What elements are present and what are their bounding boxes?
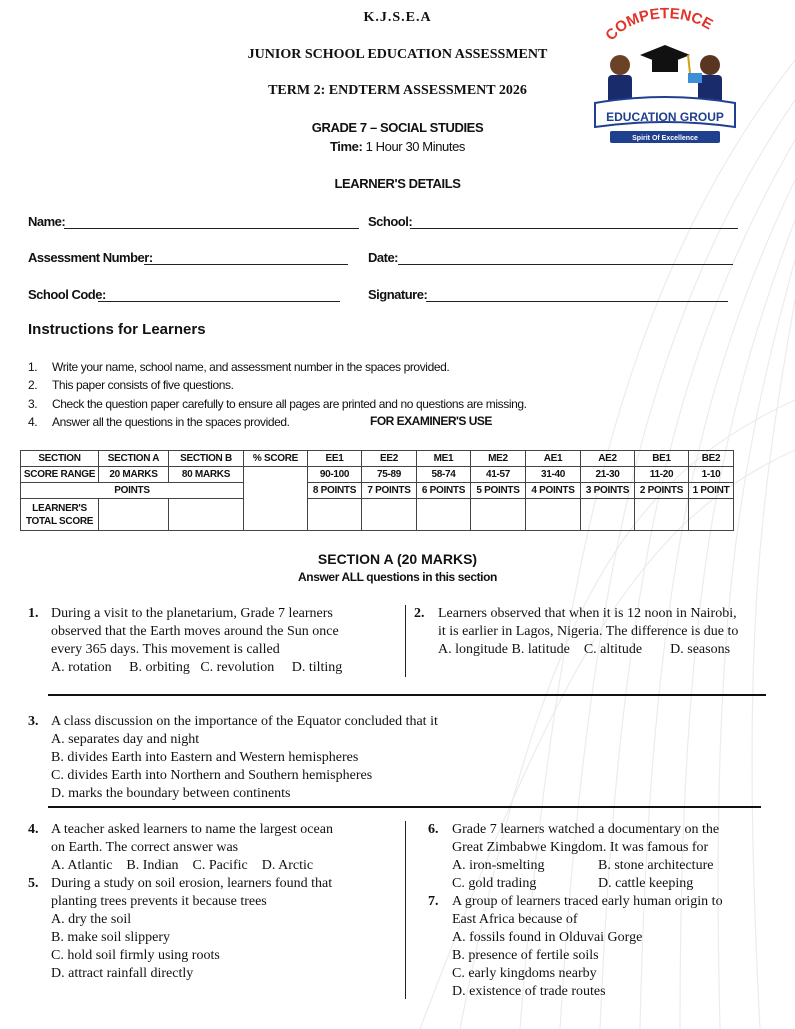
question-6 [428,821,768,896]
question-number: 5. [28,876,39,891]
question-number: 1. [28,606,39,621]
question-5 [28,875,398,985]
date-label: Date: [368,250,399,265]
name-input-line[interactable] [64,228,359,229]
name-label: Name: [28,214,66,229]
score-cell[interactable] [417,499,471,531]
question-separator [48,806,761,808]
assessment-number-input-line[interactable] [144,264,348,265]
score-table [20,450,734,531]
percent-score-cell[interactable] [244,467,308,531]
answer-options[interactable]: A. Atlantic B. Indian C. Pacific D. Arctic [51,858,314,873]
table-cell: 80 MARKS [169,467,244,483]
score-table-row-points [21,483,734,499]
table-cell: ME2 [471,451,526,467]
question-line: Learners observed that when it is 12 noon in Nairobi, [438,606,737,621]
table-cell: 8 POINTS [308,483,362,499]
question-line: on Earth. The correct answer was [51,840,239,855]
question-number: 2. [414,606,425,621]
school-code-input-line[interactable] [98,301,340,302]
answer-option[interactable]: A. fossils found in Olduvai Gorge [452,930,643,945]
table-cell: 75-89 [362,467,417,483]
assessment-title: JUNIOR SCHOOL EDUCATION ASSESSMENT [247,47,548,62]
table-cell: 3 POINTS [581,483,635,499]
score-table-row-range [21,467,734,483]
question-line: Great Zimbabwe Kingdom. It was famous for [452,840,709,855]
score-table-row-section [21,451,734,467]
table-cell: 58-74 [417,467,471,483]
instruction-item-3: 3. Check the question paper carefully to ensure all pages are printed and no questions are missing. [28,397,527,411]
answer-option[interactable]: A. separates day and night [51,732,200,747]
table-cell: ME1 [417,451,471,467]
instruction-text: Write your name, school name, and assessment number in the spaces provided. [52,360,450,374]
question-2 [414,605,789,665]
learner-details-heading: LEARNER'S DETAILS [334,176,461,191]
table-cell: SECTION A [99,451,169,467]
score-cell[interactable] [581,499,635,531]
question-1 [28,605,398,680]
score-cell[interactable] [308,499,362,531]
question-line: every 365 days. This movement is called [51,642,280,657]
table-cell: 2 POINTS [635,483,689,499]
term-title: TERM 2: ENDTERM ASSESSMENT 2026 [268,83,527,98]
question-line: Grade 7 learners watched a documentary on the [452,822,720,837]
answer-option[interactable]: C. divides Earth into Northern and Southern hemispheres [51,768,373,783]
table-cell: 90-100 [308,467,362,483]
signature-input-line[interactable] [426,301,728,302]
date-input-line[interactable] [398,264,733,265]
question-number: 7. [428,894,439,909]
table-cell: SCORE RANGE [21,467,99,483]
answer-option[interactable]: A. iron-smelting [452,858,545,873]
score-cell[interactable] [526,499,581,531]
school-code-label: School Code: [28,287,106,302]
time-label: Time: [329,139,363,154]
time-value: 1 Hour 30 Minutes [365,139,466,154]
answer-options[interactable]: A. longitude B. latitude C. altitude D. seasons [438,642,731,657]
score-cell[interactable] [635,499,689,531]
logo-graphic [580,5,750,150]
table-cell: 4 POINTS [526,483,581,499]
score-cell[interactable] [689,499,734,531]
signature-label: Signature: [368,287,428,302]
score-cell[interactable] [471,499,526,531]
question-line: observed that the Earth moves around the Sun once [51,624,339,639]
instructions-title: Instructions for Learners [28,321,206,338]
table-cell: 5 POINTS [471,483,526,499]
question-line: During a visit to the planetarium, Grade 7 learners [51,606,333,621]
answer-option[interactable]: B. stone architecture [598,858,714,873]
svg-text:COMPETENCE [602,5,715,44]
assessment-number-label: Assessment Number: [28,250,153,265]
answer-option[interactable]: A. dry the soil [51,912,132,927]
table-cell: SECTION B [169,451,244,467]
instruction-item-1: 1. Write your name, school name, and assessment number in the spaces provided. [28,360,450,374]
instruction-text: Answer all the questions in the spaces provided. [52,415,290,429]
table-cell: 21-30 [581,467,635,483]
table-cell: 7 POINTS [362,483,417,499]
answer-option[interactable]: C. gold trading [452,876,537,891]
question-line: A group of learners traced early human origin to [452,894,723,909]
school-label: School: [368,214,413,229]
section-b-score-cell[interactable] [169,499,244,531]
question-line: A class discussion on the importance of the Equator concluded that it [51,714,438,729]
answer-option[interactable]: B. make soil slippery [51,930,170,945]
examiner-use-heading: FOR EXAMINER'S USE [370,414,492,428]
table-cell: 31-40 [526,467,581,483]
table-cell: LEARNER'S TOTAL SCORE [21,499,99,531]
table-cell: % SCORE [244,451,308,467]
score-cell[interactable] [362,499,417,531]
question-line: During a study on soil erosion, learners found that [51,876,333,891]
table-cell: 6 POINTS [417,483,471,499]
table-cell: 1 POINT [689,483,734,499]
instruction-text: This paper consists of five questions. [52,378,234,392]
instruction-item-2: 2. This paper consists of five questions. [28,378,234,392]
logo-banner-text: EDUCATION GROUP [606,110,724,124]
logo-tagline: Spirit Of Excellence [632,135,698,142]
table-cell: 20 MARKS [99,467,169,483]
question-3 [28,713,728,805]
subject-title: GRADE 7 – SOCIAL STUDIES [311,120,484,135]
answer-option[interactable]: C. hold soil firmly using roots [51,948,220,963]
table-cell: BE1 [635,451,689,467]
answer-option[interactable]: D. marks the boundary between continents [51,786,291,801]
answer-option[interactable]: D. attract rainfall directly [51,966,194,981]
section-a-subtitle: Answer ALL questions in this section [298,570,497,584]
answer-option[interactable]: D. existence of trade routes [452,984,606,999]
question-number: 6. [428,822,439,837]
question-number: 3. [28,714,39,729]
school-input-line[interactable] [410,228,738,229]
answer-option[interactable]: B. divides Earth into Eastern and Western hemispheres [51,750,359,765]
column-divider [405,605,406,677]
table-cell: AE2 [581,451,635,467]
answer-option[interactable]: D. cattle keeping [598,876,694,891]
table-cell: 1-10 [689,467,734,483]
score-table-row-total [21,499,734,531]
table-cell: EE2 [362,451,417,467]
question-7 [428,893,768,1003]
table-cell: SECTION [21,451,99,467]
instruction-text: Check the question paper carefully to ensure all pages are printed and no questions are missing. [52,397,527,411]
table-cell: AE1 [526,451,581,467]
section-a-title: SECTION A (20 MARKS) [317,551,478,567]
competence-logo [580,5,750,150]
answer-option[interactable]: C. early kingdoms nearby [452,966,597,981]
question-line: it is earlier in Lagos, Nigeria. The difference is due to [438,624,739,639]
logo-top-text: COMPETENCE [602,5,716,45]
table-cell: POINTS [21,483,244,499]
table-cell: BE2 [689,451,734,467]
question-line: A teacher asked learners to name the largest ocean [51,822,333,837]
answer-option[interactable]: B. presence of fertile soils [452,948,599,963]
answer-options[interactable]: A. rotation B. orbiting C. revolution D. tilting [51,660,343,675]
instruction-item-4: 4. Answer all the questions in the spaces provided. [28,415,290,429]
table-cell: 11-20 [635,467,689,483]
org-title: K.J.S.E.A [363,10,432,25]
question-separator [48,694,766,696]
question-number: 4. [28,822,39,837]
question-4 [28,821,398,877]
question-line: planting trees prevents it because trees [51,894,267,909]
question-line: East Africa because of [452,912,578,927]
column-divider [405,821,406,999]
table-cell: EE1 [308,451,362,467]
table-cell: 41-57 [471,467,526,483]
section-a-score-cell[interactable] [99,499,169,531]
